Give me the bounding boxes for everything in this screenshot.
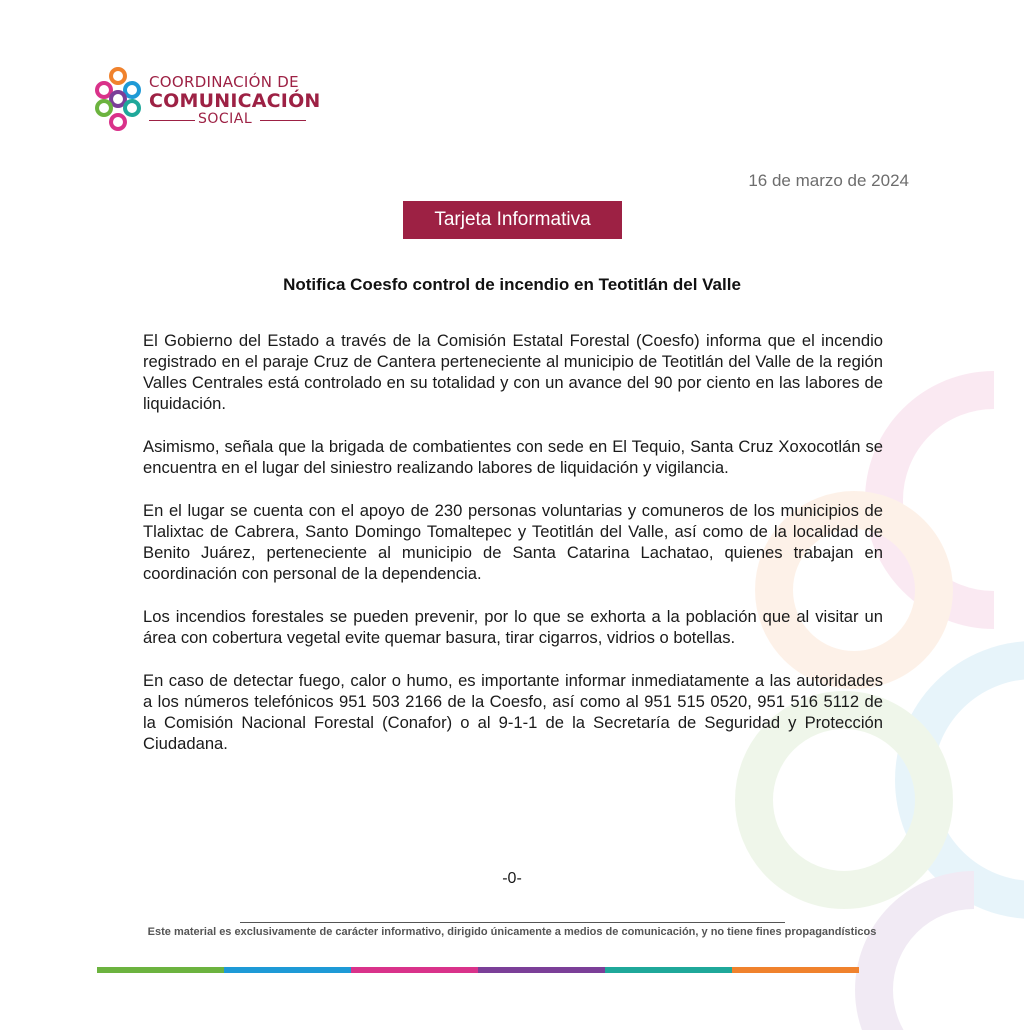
headline: Notifica Coesfo control de incendio en Teotitlán del Valle <box>283 275 741 294</box>
body-paragraph: En caso de detectar fuego, calor o humo, es importante informar inmediatamente a las autoridades a los números telefónicos 951 503 2166 de la Coesfo, así como al 951 515 0520, 951 516 5112 de la Comisión Nacional Forestal (Conafor) o al 9-1-1 de la Secretaría de Seguridad y Protección Ciudadana. <box>143 671 883 753</box>
end-mark: -0- <box>502 870 522 887</box>
org-name-line3: SOCIAL <box>198 111 253 127</box>
document-date: 16 de marzo de 2024 <box>748 171 909 190</box>
logo-divider-right <box>260 120 306 121</box>
organization-logo <box>94 66 324 132</box>
org-name-line1: COORDINACIÓN DE <box>149 73 299 91</box>
color-segment <box>732 967 859 973</box>
footer-divider <box>240 922 785 923</box>
color-segment <box>224 967 351 973</box>
color-segment <box>478 967 605 973</box>
disclaimer: Este material es exclusivamente de carácter informativo, dirigido únicamente a medios de comunicación, y no tiene fines propagandísticos <box>147 926 877 938</box>
color-segment <box>351 967 478 973</box>
body-paragraph: Los incendios forestales se pueden prevenir, por lo que se exhorta a la población que al visitar un área con cobertura vegetal evite quemar basura, tirar cigarros, vidrios o botellas. <box>143 607 883 647</box>
org-name-line2: COMUNICACIÓN <box>149 90 321 112</box>
body-paragraph: En el lugar se cuenta con el apoyo de 230 personas voluntarias y comuneros de los municipios de Tlalixtac de Cabrera, Santo Domingo Tomaltepec y Teotitlán del Valle, así como de la localidad de Benito Juárez, perteneciente al municipio de Santa Catarina Lachatao, quienes trabajan en coordinación con personal de la dependencia. <box>143 501 883 583</box>
body-paragraph: El Gobierno del Estado a través de la Comisión Estatal Forestal (Coesfo) informa que el incendio registrado en el paraje Cruz de Cantera perteneciente al municipio de Teotitlán del Valle de la región Valles Centrales está controlado en su totalidad y con un avance del 90 por ciento en las labores de liquidación. <box>143 331 883 413</box>
color-segment <box>605 967 732 973</box>
color-segment <box>97 967 224 973</box>
oaxaca-knot-logo-icon <box>94 66 142 132</box>
document-type-badge: Tarjeta Informativa <box>403 201 622 239</box>
body-paragraph: Asimismo, señala que la brigada de combatientes con sede en El Tequio, Santa Cruz Xoxocotlán se encuentra en el lugar del siniestro realizando labores de liquidación y vigilancia. <box>143 437 883 477</box>
article-body <box>143 330 883 776</box>
footer-color-bar <box>97 967 859 973</box>
logo-divider-left <box>149 120 195 121</box>
